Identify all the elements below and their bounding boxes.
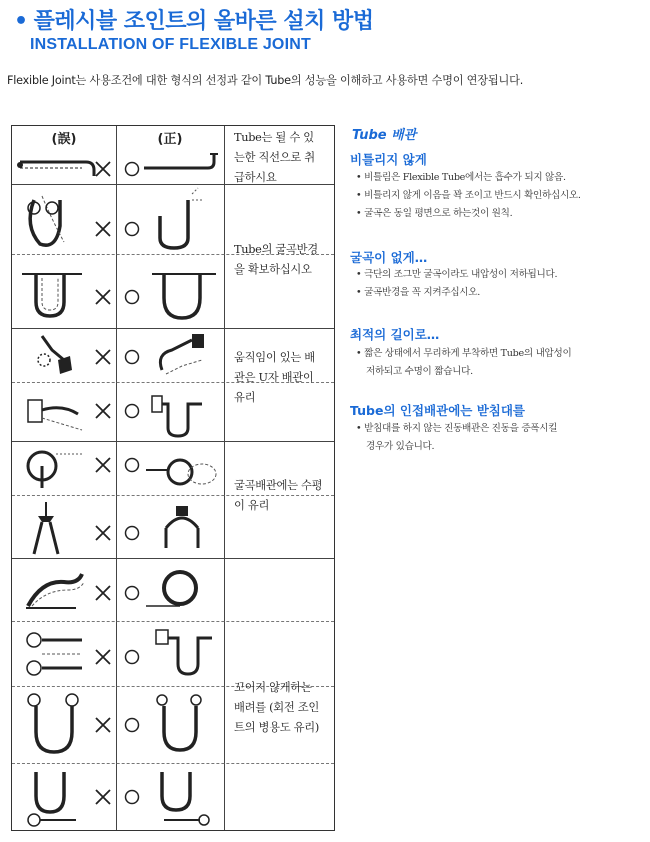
row-divider (12, 763, 334, 764)
section-item: • 굴곡은 동일 평면으로 하는것이 원칙. (356, 208, 513, 219)
note-bend-radius: Tube의 굴곡반경 을 확보하십시오 (234, 243, 318, 276)
section-item: • 짧은 상태에서 무리하게 부착하면 Tube의 내압성이 (356, 348, 572, 359)
section-title-no-twist: 비틀리지 않게 (350, 152, 427, 167)
section-item: • 굴곡반경을 꼭 지켜주십시오. (356, 287, 480, 298)
note-no-twist: 꼬이지 않게하는 배려를 (회전 조인 트의 병용도 유리) (234, 681, 319, 734)
group-divider (12, 441, 334, 442)
group-divider (12, 328, 334, 329)
section-title-no-bend: 굴곡이 없게… (350, 250, 428, 265)
header-wrong: (誤) (51, 132, 77, 147)
page-subtitle: INSTALLATION OF FLEXIBLE JOINT (30, 36, 311, 53)
intro-text: Flexible Joint는 사용조건에 대한 형식의 선정과 같이 Tube의 성능을 이해하고 사용하면 수명이 연장됩니다. (7, 74, 524, 87)
section-title-support: Tube의 인접배관에는 받침대를 (350, 403, 526, 418)
header-right: (正) (157, 132, 183, 147)
section-item: • 받침대를 하지 않는 진동배관은 진동을 증폭시킬 (356, 423, 558, 434)
installation-table (11, 125, 335, 831)
section-item: 저하되고 수명이 짧습니다. (366, 366, 473, 377)
section-item: • 비틀리지 않게 이음을 꽉 조이고 반드시 확인하십시오. (356, 190, 581, 201)
diagram-twist-4 (12, 766, 224, 830)
diagram-movement-1 (12, 330, 224, 382)
diagram-bend-radius-1 (12, 186, 224, 254)
note-straight: Tube는 될 수 있 는한 직선으로 취 급하시요 (234, 131, 315, 184)
note-u-shape: 움직임이 있는 배 관은 U자 배관이 유리 (234, 351, 315, 404)
diagram-bend-radius-2 (12, 258, 224, 326)
diagram-straight-tube (12, 140, 224, 184)
diagram-twist-1 (12, 560, 224, 620)
diagram-twist-2 (12, 624, 224, 686)
column-divider (224, 126, 225, 830)
title-bullet: • (14, 9, 28, 34)
tube-piping-heading: Tube 배관 (352, 128, 417, 143)
note-horizontal: 굴곡배관에는 수평 이 유리 (234, 479, 323, 512)
section-title-optimal-length: 최적의 길이로… (350, 327, 440, 342)
row-divider (12, 621, 334, 622)
diagram-horizontal-2 (12, 498, 224, 558)
section-item: • 극단의 조그만 굴곡이라도 내압성이 저하됩니다. (356, 269, 558, 280)
diagram-movement-2 (12, 384, 224, 440)
group-divider (12, 558, 334, 559)
title-korean: 플레시블 조인트의 올바른 설치 방법 (33, 9, 374, 34)
section-item: 경우가 있습니다. (366, 441, 435, 452)
page-title (14, 4, 373, 35)
diagram-horizontal-1 (12, 444, 224, 494)
diagram-twist-3 (12, 688, 224, 762)
section-item: • 비틀림은 Flexible Tube에서는 흡수가 되지 않음. (356, 172, 566, 183)
